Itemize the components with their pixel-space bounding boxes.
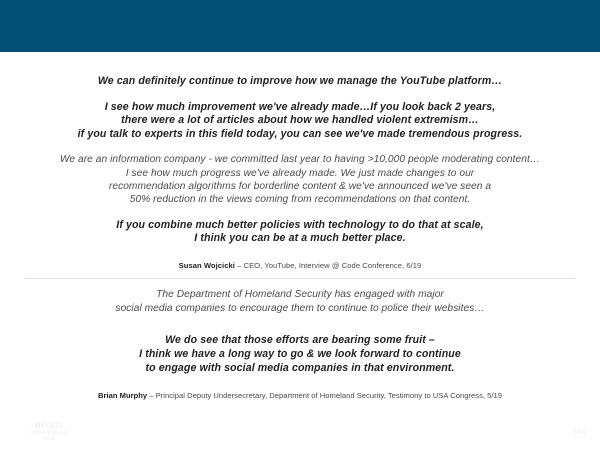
bond-logo [14,421,84,443]
youtube-attribution-detail: – CEO, YouTube, Interview @ Code Conference, 6/19 [234,261,422,271]
youtube-detail-line-4: 50% reduction in the views coming from recommendations on that content. [129,194,471,206]
youtube-detail-line-2: I see how much progress we've already made. We just made changes to our [125,167,475,179]
dhs-attribution-detail: – Principal Deputy Undersecretary, Department of Homeland Security, Testimony to USA Congress, 5/19 [147,391,503,400]
slide-content [0,52,600,271]
bond-logo-brand: BOND [35,421,63,430]
youtube-attribution-name: Susan Wojcicki [178,261,235,271]
youtube-closing-group [0,219,600,246]
youtube-emphasis-line-1: I see how much improvement we've already made…If you look back 2 years, [104,101,496,113]
youtube-detail-line-1: We are an information company - we committed last year to having >10,000 people moderating content… [59,154,541,166]
youtube-emphasis-line-3: if you talk to experts in this field today, you can see we've made tremendous progress. [77,127,523,140]
youtube-closing-line-2: I think you can be at a much better place. [194,232,406,245]
youtube-emphasis-line-2: there were a lot of articles about how we handled violent extremism… [121,114,479,127]
youtube-emphasis-group [0,101,600,141]
youtube-closing-line-1: If you combine much better policies with technology to do that at scale, [116,218,484,231]
youtube-quote-block [0,52,600,271]
youtube-detail-group [0,153,600,207]
dhs-detail-group [0,288,600,316]
dhs-emphasis-line-3: to engage with social media companies in that environment. [145,362,455,374]
dhs-detail-line-2: social media companies to encourage them to continue to police their websites… [115,303,485,314]
bond-logo-year: 2019 [43,435,55,442]
youtube-lead-line: We can definitely continue to improve how we manage the YouTube platform… [97,75,503,87]
dhs-emphasis-group [0,333,600,375]
youtube-attribution [0,261,600,271]
dhs-emphasis-line-2: I think we have a long way to go & we look forward to continue [139,348,461,360]
bond-logo-series: Internet Trends [29,430,69,437]
dhs-attribution [0,391,600,401]
section-divider [25,278,575,279]
dhs-quote-block [0,288,600,401]
header-band [0,0,600,52]
youtube-detail-line-3: recommendation algorithms for borderline content & we've announced we've seen a [108,181,492,193]
page-number: 184 [573,427,586,436]
dhs-attribution-name: Brian Murphy [97,391,148,400]
dhs-emphasis-line-1: We do see that those efforts are bearing some fruit – [165,334,435,346]
dhs-detail-line-1: The Department of Homeland Security has engaged with major [156,289,444,300]
